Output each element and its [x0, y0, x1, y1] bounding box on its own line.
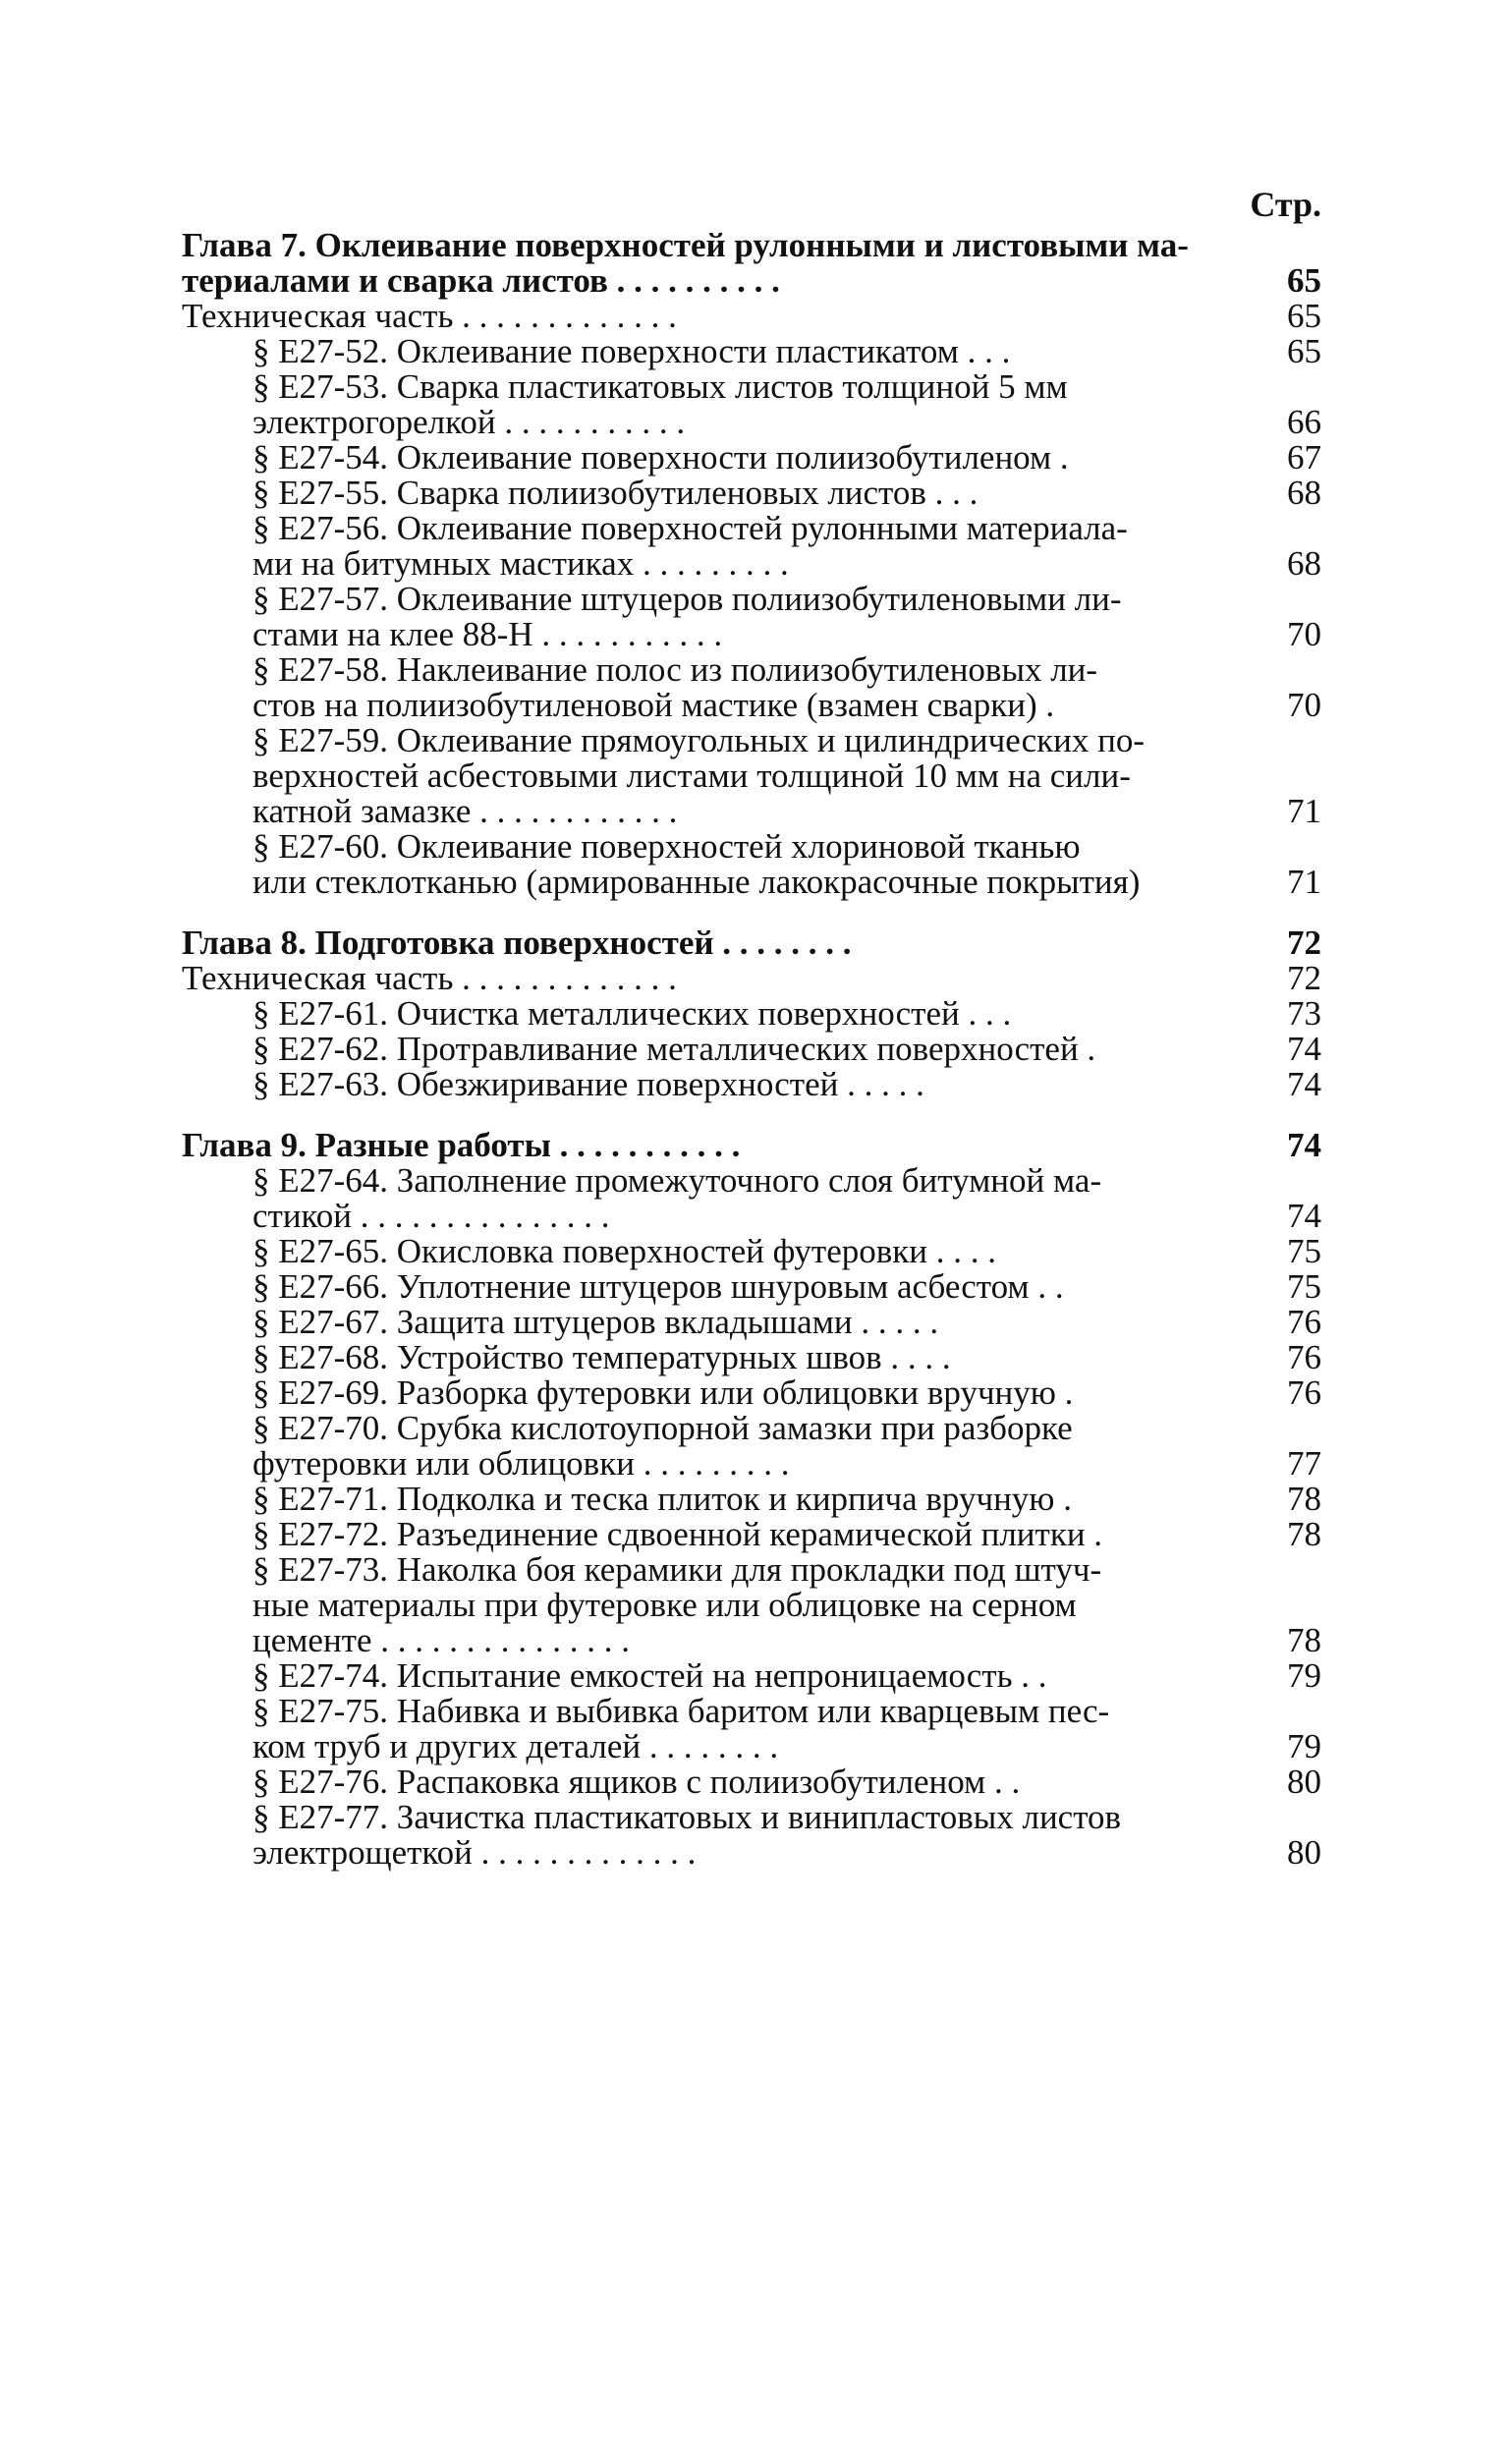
toc-section-entry — [182, 476, 1321, 511]
toc-entry-text — [252, 1163, 1245, 1234]
toc-entry-line: стикой . . . . . . . . . . . . . . . — [252, 1197, 610, 1235]
toc-entry-text — [182, 299, 1245, 334]
toc-entry-line: § Е27-64. Заполнение промежуточного слоя битумной ма- — [252, 1161, 1102, 1200]
toc-entry-text — [182, 961, 1245, 996]
toc-entry-line: § Е27-58. Наклеивание полос из полиизобутиленовых ли- — [252, 650, 1098, 689]
toc-entry-line: § Е27-76. Распаковка ящиков с полиизобутиленом . . — [252, 1763, 1021, 1801]
toc-section-entry — [182, 1482, 1321, 1517]
toc-section-entry — [182, 652, 1321, 723]
toc-page-number: 76 — [1287, 1303, 1321, 1341]
toc-entry-line: § Е27-63. Обезжиривание поверхностей . . . . . — [252, 1065, 924, 1103]
toc-entries — [182, 228, 1321, 1871]
toc-page-number: 70 — [1287, 615, 1321, 653]
table-of-contents — [182, 187, 1321, 1871]
toc-entry-text — [252, 1411, 1245, 1482]
toc-entry-line: электрогорелкой . . . . . . . . . . . — [252, 403, 686, 441]
toc-entry-text — [252, 369, 1245, 440]
toc-entry-line: или стеклотканью (армированные лакокрасочные покрытия) — [252, 863, 1141, 901]
toc-entry-line: Техническая часть . . . . . . . . . . . . . — [182, 959, 677, 997]
toc-entry-line: Глава 9. Разные работы . . . . . . . . . . . — [182, 1126, 741, 1164]
toc-entry-line: § Е27-57. Оклеивание штуцеров полиизобутиленовыми ли- — [252, 580, 1122, 618]
toc-entry-line: верхностей асбестовыми листами толщиной 10 мм на сили- — [252, 756, 1131, 795]
toc-section-entry — [182, 1658, 1321, 1694]
toc-section-entry — [182, 511, 1321, 582]
toc-section-entry — [182, 723, 1321, 829]
toc-page-number: 79 — [1287, 1656, 1321, 1695]
toc-section-entry — [182, 334, 1321, 369]
toc-entry-text — [182, 925, 1245, 961]
toc-entry-line: ком труб и других деталей . . . . . . . . — [252, 1727, 779, 1765]
toc-section-entry — [182, 1163, 1321, 1234]
toc-page-number: 75 — [1287, 1267, 1321, 1306]
toc-page-number: 73 — [1287, 994, 1321, 1033]
toc-page-number: 72 — [1287, 959, 1321, 997]
toc-section-entry — [182, 1234, 1321, 1269]
toc-entry-text — [252, 1552, 1245, 1658]
toc-entry-line: § Е27-53. Сварка пластикатовых листов толщиной 5 мм — [252, 367, 1068, 406]
toc-section-entry — [182, 1305, 1321, 1340]
toc-entry-line: § Е27-73. Наколка боя керамики для прокладки под штуч- — [252, 1550, 1102, 1589]
toc-entry-line: § Е27-74. Испытание емкостей на непроницаемость . . — [252, 1656, 1047, 1695]
toc-chapter-entry — [182, 1128, 1321, 1163]
toc-page-number: 71 — [1287, 792, 1321, 830]
toc-entry-line: Глава 8. Подготовка поверхностей . . . . . . . . — [182, 924, 852, 962]
toc-section-entry — [182, 1764, 1321, 1800]
toc-entry-line: § Е27-61. Очистка металлических поверхностей . . . — [252, 994, 1012, 1033]
toc-entry-text — [182, 228, 1245, 299]
toc-technical-part-entry — [182, 299, 1321, 334]
toc-entry-text — [252, 1694, 1245, 1764]
toc-page-number: 68 — [1287, 544, 1321, 583]
toc-page-number: 74 — [1287, 1197, 1321, 1235]
toc-entry-text — [252, 1032, 1245, 1067]
toc-entry-line: териалами и сварка листов . . . . . . . . . . — [182, 261, 780, 300]
toc-entry-text — [252, 1234, 1245, 1269]
toc-entry-text — [182, 1128, 1245, 1163]
toc-entry-text — [252, 1340, 1245, 1375]
toc-section-entry — [182, 582, 1321, 652]
toc-entry-line: электрощеткой . . . . . . . . . . . . . — [252, 1833, 697, 1872]
toc-entry-line: § Е27-62. Протравливание металлических поверхностей . — [252, 1030, 1096, 1068]
toc-section-entry — [182, 369, 1321, 440]
toc-entry-line: § Е27-67. Защита штуцеров вкладышами . . . . . — [252, 1303, 939, 1341]
toc-entry-text — [252, 1067, 1245, 1102]
toc-entry-text — [252, 723, 1245, 829]
toc-page-number: 77 — [1287, 1444, 1321, 1483]
toc-section-entry — [182, 1032, 1321, 1067]
toc-section-entry — [182, 996, 1321, 1032]
toc-page-number: 76 — [1287, 1338, 1321, 1376]
toc-page-number: 65 — [1287, 261, 1321, 300]
toc-page-number: 65 — [1287, 332, 1321, 370]
toc-entry-line: § Е27-66. Уплотнение штуцеров шнуровым асбестом . . — [252, 1267, 1064, 1306]
toc-section-entry — [182, 1411, 1321, 1482]
toc-entry-line: § Е27-52. Оклеивание поверхности пластикатом . . . — [252, 332, 1011, 370]
toc-entry-text — [252, 440, 1245, 476]
toc-entry-text — [252, 582, 1245, 652]
toc-page-number: 80 — [1287, 1763, 1321, 1801]
toc-page-number: 74 — [1287, 1126, 1321, 1164]
toc-entry-text — [252, 652, 1245, 723]
toc-section-entry — [182, 1340, 1321, 1375]
toc-entry-text — [252, 476, 1245, 511]
toc-entry-text — [252, 1658, 1245, 1694]
toc-entry-line: цементе . . . . . . . . . . . . . . . — [252, 1621, 631, 1659]
page-column-header: Стр. — [1250, 185, 1321, 224]
toc-entry-line: § Е27-59. Оклеивание прямоугольных и цилиндрических по- — [252, 721, 1146, 759]
toc-entry-line: § Е27-71. Подколка и теска плиток и кирпича вручную . — [252, 1480, 1072, 1518]
toc-entry-text — [252, 1482, 1245, 1517]
toc-entry-text — [252, 829, 1245, 900]
toc-entry-line: футеровки или облицовки . . . . . . . . . — [252, 1444, 790, 1483]
toc-section-entry — [182, 1269, 1321, 1305]
toc-page-number: 65 — [1287, 297, 1321, 335]
toc-entry-text — [252, 1517, 1245, 1552]
toc-entry-line: § Е27-69. Разборка футеровки или облицовки вручную . — [252, 1373, 1074, 1412]
toc-page-number: 75 — [1287, 1232, 1321, 1270]
toc-entry-line: § Е27-75. Набивка и выбивка баритом или кварцевым пес- — [252, 1692, 1110, 1730]
toc-page-number: 70 — [1287, 686, 1321, 724]
toc-page-number: 71 — [1287, 863, 1321, 901]
toc-entry-line: стов на полиизобутиленовой мастике (взамен сварки) . — [252, 686, 1055, 724]
toc-entry-line: Техническая часть . . . . . . . . . . . . . — [182, 297, 677, 335]
toc-entry-line: § Е27-65. Окисловка поверхностей футеровки . . . . — [252, 1232, 997, 1270]
toc-section-entry — [182, 1067, 1321, 1102]
toc-entry-line: § Е27-70. Срубка кислотоупорной замазки при разборке — [252, 1409, 1073, 1447]
toc-entry-text — [252, 1375, 1245, 1411]
toc-page-number: 66 — [1287, 403, 1321, 441]
toc-entry-line: § Е27-54. Оклеивание поверхности полиизобутиленом . — [252, 438, 1069, 476]
toc-entry-line: § Е27-68. Устройство температурных швов . . . . — [252, 1338, 951, 1376]
toc-page-number: 78 — [1287, 1621, 1321, 1659]
toc-page-number: 74 — [1287, 1065, 1321, 1103]
toc-entry-line: § Е27-55. Сварка полиизобутиленовых листов . . . — [252, 474, 979, 512]
toc-entry-text — [252, 1800, 1245, 1871]
toc-entry-line: § Е27-56. Оклеивание поверхностей рулонными материала- — [252, 509, 1128, 547]
toc-entry-line: ные материалы при футеровке или облицовке на серном — [252, 1586, 1077, 1624]
toc-page-number: 78 — [1287, 1480, 1321, 1518]
toc-entry-line: стами на клее 88-Н . . . . . . . . . . . — [252, 615, 723, 653]
toc-entry-line: ми на битумных мастиках . . . . . . . . . — [252, 544, 789, 583]
toc-chapter-entry — [182, 228, 1321, 299]
toc-entry-text — [252, 996, 1245, 1032]
toc-section-entry — [182, 1517, 1321, 1552]
toc-page-number: 74 — [1287, 1030, 1321, 1068]
toc-page-number: 79 — [1287, 1727, 1321, 1765]
toc-entry-text — [252, 1305, 1245, 1340]
toc-section-entry — [182, 1552, 1321, 1658]
toc-entry-text — [252, 1269, 1245, 1305]
toc-page-number: 68 — [1287, 474, 1321, 512]
toc-page-number: 78 — [1287, 1515, 1321, 1553]
toc-entry-line: катной замазке . . . . . . . . . . . . — [252, 792, 678, 830]
toc-section-entry — [182, 1375, 1321, 1411]
toc-section-entry — [182, 1694, 1321, 1764]
toc-section-entry — [182, 1800, 1321, 1871]
toc-page-number: 67 — [1287, 438, 1321, 476]
toc-entry-text — [252, 334, 1245, 369]
toc-entry-line: Глава 7. Оклеивание поверхностей рулонными и листовыми ма- — [182, 226, 1189, 264]
toc-technical-part-entry — [182, 961, 1321, 996]
toc-page-number: 72 — [1287, 924, 1321, 962]
toc-chapter-entry — [182, 925, 1321, 961]
toc-section-entry — [182, 440, 1321, 476]
toc-entry-line: § Е27-72. Разъединение сдвоенной керамической плитки . — [252, 1515, 1103, 1553]
toc-entry-text — [252, 511, 1245, 582]
toc-entry-line: § Е27-60. Оклеивание поверхностей хлориновой тканью — [252, 827, 1081, 866]
toc-entry-text — [252, 1764, 1245, 1800]
toc-entry-line: § Е27-77. Зачистка пластикатовых и винипластовых листов — [252, 1798, 1122, 1836]
toc-section-entry — [182, 829, 1321, 900]
toc-page-number: 80 — [1287, 1833, 1321, 1872]
toc-page-number: 76 — [1287, 1373, 1321, 1412]
